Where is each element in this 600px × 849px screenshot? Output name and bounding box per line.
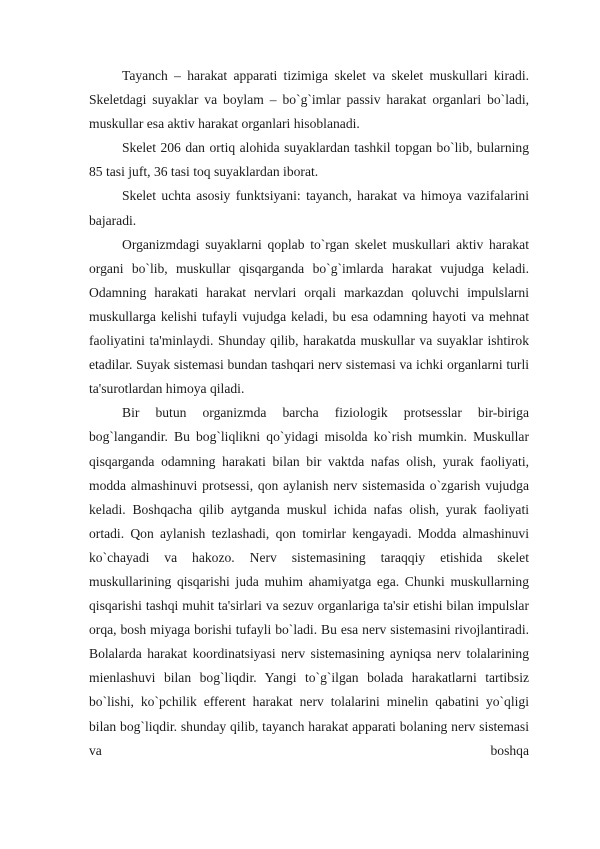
body-text xyxy=(89,64,529,763)
paragraph-3: Skelet uchta asosiy funktsiyani: tayanch, harakat va himoya vazifalarini bajaradi. xyxy=(89,188,529,228)
paragraph-5: Bir butun organizmda barcha fiziologik protsesslar bir-biriga bog`langandir. Bu bog`liqlikni qo`yidagi misolda ko`rish mumkin. Muskullar qisqarganda odamning harakati bilan bir vaktda nafas olish, yurak faoliyati, modda almashinuvi protsessi, qon aylanish nerv sistemasida o`zgarish vujudga keladi. Boshqacha qilib aytganda muskul ichida nafas olish, yurak faoliyati ortadi. Qon aylanish tezlashadi, qon tomirlar kengayadi. Modda almashinuvi ko`chayadi va hakozo. Nerv sistemasining taraqqiy etishida skelet muskullarining qisqarishi juda muhim ahamiyatga ega. Chunki muskullarning qisqarishi tashqi muhit ta'sirlari va sezuv organlariga ta'sir etishi bilan impulslar orqa, bosh miyaga borishi tufayli bo`ladi. Bu esa nerv sistemasini rivojlantiradi. Bolalarda harakat koordinatsiyasi nerv sistemasining ayniqsa nerv tolalarining mienlashuvi bilan bog`liqdir. Yangi to`g`ilgan bolada harakatlarni tartibsiz bo`lishi, ko`pchilik efferent harakat nerv tolalarini minelin qabatini yo`qligi bilan bog`liqdir. shunday qilib, tayanch harakat apparati bolaning nerv sistemasi va boshqa xyxy=(89,405,529,758)
paragraph-4: Organizmdagi suyaklarni qoplab to`rgan skelet muskullari aktiv harakat organi bo`lib, muskullar qisqarganda bo`g`imlarda harakat vujudga keladi. Odamning harakati harakat nervlari orqali markazdan qoluvchi impulslarni muskullarga kelishi tufayli vujudga keladi, bu esa odamning hayoti va mehnat faoliyatini ta'minlaydi. Shunday qilib, harakatda muskullar va suyaklar ishtirok etadilar. Suyak sistemasi bundan tashqari nerv sistemasi va ichki organlarni turli ta'surotlardan himoya qiladi. xyxy=(89,236,529,397)
paragraph-2: Skelet 206 dan ortiq alohida suyaklardan tashkil topgan bo`lib, bularning 85 tasi juft, 36 tasi toq suyaklardan iborat. xyxy=(89,140,529,180)
paragraph-1: Tayanch – harakat apparati tizimiga skelet va skelet muskullari kiradi. Skeletdagi suyaklar va boylam – bo`g`imlar passiv harakat organlari bo`ladi, muskullar esa aktiv harakat organlari hisoblanadi. xyxy=(89,68,529,132)
